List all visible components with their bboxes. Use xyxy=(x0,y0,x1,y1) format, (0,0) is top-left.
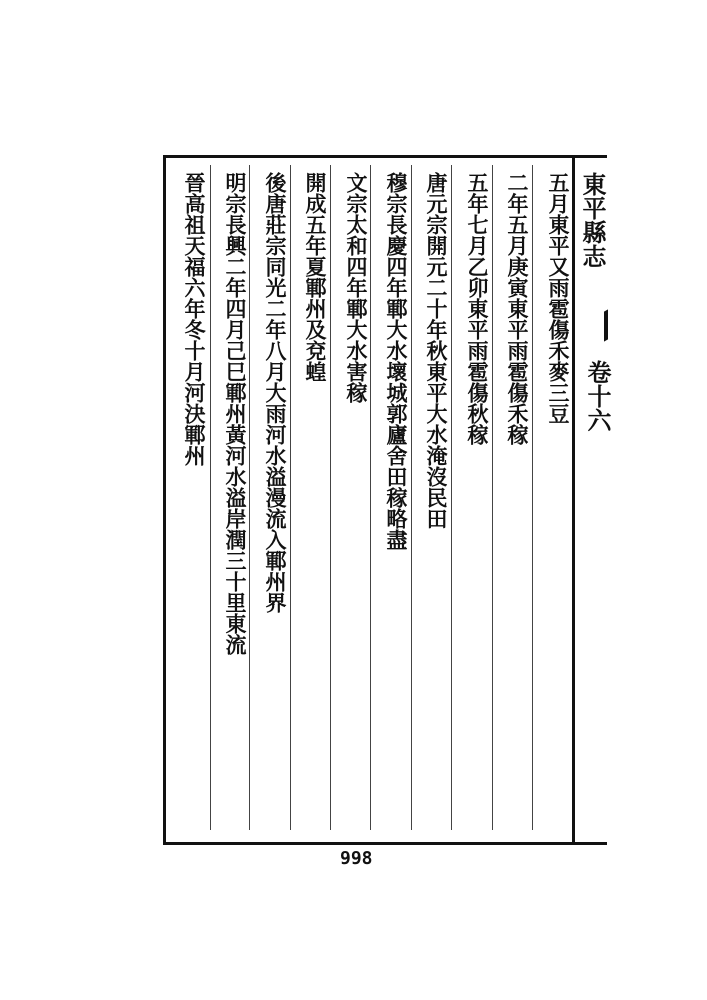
text-column-4: 唐元宗開元二十年秋東平大水淹沒民田 xyxy=(424,172,449,529)
book-title: 東平縣志 xyxy=(578,172,607,268)
frame-top-rule xyxy=(163,155,607,158)
chapter-label: 卷十六 xyxy=(583,360,612,432)
column-separator xyxy=(532,165,533,830)
text-column-6: 文宗太和四年鄆大水害稼 xyxy=(344,172,369,403)
text-column-9: 明宗長興二年四月己巳鄆州黃河水溢岸潤三十里東流 xyxy=(223,172,248,655)
column-separator xyxy=(210,165,211,830)
text-column-2: 二年五月庚寅東平雨雹傷禾稼 xyxy=(505,172,530,445)
column-separator xyxy=(451,165,452,830)
column-separator xyxy=(411,165,412,830)
text-column-3: 五年七月乙卯東平雨雹傷秋稼 xyxy=(465,172,490,445)
column-separator xyxy=(370,165,371,830)
frame-left-rule xyxy=(163,155,166,845)
column-separator xyxy=(290,165,291,830)
margin-divider-rule xyxy=(572,155,575,845)
text-column-10: 晉高祖天福六年冬十月河決鄆州 xyxy=(182,172,207,466)
text-column-5: 穆宗長慶四年鄆大水壞城郭廬舍田稼略盡 xyxy=(384,172,409,550)
text-column-8: 後唐莊宗同光二年八月大雨河水溢漫流入鄆州界 xyxy=(263,172,288,613)
column-separator xyxy=(492,165,493,830)
text-column-1: 五月東平又雨雹傷禾麥三豆 xyxy=(546,172,571,424)
margin-fishtail-mark xyxy=(578,309,608,356)
text-column-7: 開成五年夏鄆州及兗蝗 xyxy=(303,172,328,382)
page-number: 998 xyxy=(340,848,373,869)
column-separator xyxy=(249,165,250,830)
frame-bottom-rule xyxy=(163,842,607,845)
column-separator xyxy=(330,165,331,830)
